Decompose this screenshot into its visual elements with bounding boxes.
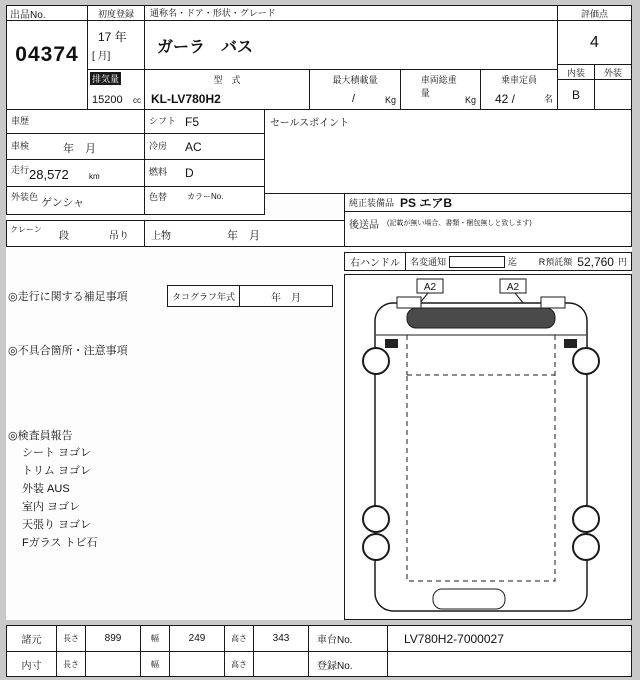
inspector-item: トリム ヨゴレ [22,465,92,477]
inspector-item: Fガラス トビ石 [22,537,98,549]
fuel-value: D [185,166,194,180]
specs-row-label: 諸元 [6,625,57,652]
displacement-value: 15200 [92,94,123,106]
inspector-item: シート ヨゴレ [22,447,92,459]
model-cell [144,69,310,110]
exterior-color-value: ゲンシャ [41,197,85,209]
genuine-equipment-cell [344,193,632,212]
exterior-grade-value [594,79,632,110]
sales-point-box [264,109,632,194]
displacement-label: 排気量 [92,74,120,84]
gross-weight-unit: Kg [464,95,476,105]
height-label: 高さ [224,625,254,652]
width-label: 幅 [140,625,170,652]
kosohin-label: 後送品 [349,220,379,231]
history-label: 車歴 [11,116,30,126]
inner-height-value [253,651,309,677]
exhibit-no-value: 04374 [6,20,88,110]
steering-position-label: 右ハンドル [345,253,406,270]
tachograph-label: タコグラフ年式 [168,286,240,306]
length-label: 長さ [56,625,86,652]
fuel-cell [144,159,265,187]
interior-grade-label: 内装 [557,64,595,80]
max-load-cell [309,69,401,110]
registration-no-value [387,651,632,677]
exterior-color-label: 外装色 [11,192,39,202]
genuine-equipment-label: 純正装備品 [349,198,395,208]
first-registration-month: [ 月] [92,51,111,62]
windshield [407,308,555,328]
front-right-wheel [573,348,599,374]
inspector-item: 天張り ヨゴレ [22,519,92,531]
uwamono-cell [144,220,345,247]
shift-cell [144,109,265,134]
color-no-label: カラーNo. [187,192,224,201]
shaken-cell [6,133,145,160]
damage-mark-a2-left: A2 [423,282,437,293]
capacity-value: 42 / [495,92,516,106]
inner-height-label: 高さ [224,651,254,677]
mileage-label: 走行 [11,165,30,175]
tachograph-cell [167,285,333,307]
length-value: 899 [85,625,141,652]
vehicle-diagram-box [344,274,632,620]
defect-notes-heading: ◎不具合箇所・注意事項 [8,345,128,357]
shift-label: シフト [149,116,177,126]
first-registration-label: 初度登録 [87,5,145,21]
roof-front-left-panel [397,297,421,308]
inspector-report-heading: ◎検査員報告 [8,430,73,442]
vehicle-name-header: 通称名・ドア・形状・グレード [144,5,558,21]
shaken-label: 車検 [11,141,30,151]
gross-weight-cell [400,69,481,110]
model-value: KL-LV780H2 [151,92,221,106]
max-load-value: / [352,93,356,105]
recycle-deposit-label: R預託額 [538,257,573,267]
inspector-item: 外装 AUS [22,483,70,495]
kosohin-cell [344,211,632,247]
inspector-item: 室内 ヨゴレ [22,501,81,513]
model-label: 型 式 [213,75,241,85]
name-change-notice-label: 名変通知 [410,257,447,267]
shaken-value: 年 月 [63,143,96,155]
uwamono-label: 上物 [151,231,171,242]
rear-right-wheel-1 [573,506,599,532]
ac-cell [144,133,265,160]
history-cell [6,109,145,134]
exterior-color-cell [6,186,145,215]
interior-grade-value: B [557,79,595,110]
first-registration-year: 17 年 [98,30,127,44]
capacity-unit: 名 [543,94,553,104]
gross-weight-label: 車両総重量 [420,75,457,98]
genuine-equipment-value: PS エアB [400,196,453,210]
shift-value: F5 [185,115,200,129]
mileage-value: 28,572 [29,167,69,182]
registration-no-label: 登録No. [308,651,388,677]
recycle-deposit-value: 52,760 [577,254,614,269]
score-label: 評価点 [557,5,632,21]
sales-point-label: セールスポイント [270,118,350,129]
first-registration-cell [87,20,145,70]
color-change-label: 色替 [149,192,168,202]
max-load-unit: Kg [384,95,396,105]
roof-front-right-panel [541,297,565,308]
rear-left-wheel-2 [363,534,389,560]
displacement-unit: cc [133,96,141,105]
inner-dims-row-label: 内寸 [6,651,57,677]
recycle-deposit-unit: 円 [617,257,627,267]
front-right-marker [564,339,577,348]
max-load-label: 最大積載量 [332,75,378,85]
chassis-no-label: 車台No. [308,625,388,652]
handle-deposit-row [344,252,632,271]
vehicle-name: ガーラ バス [144,20,558,70]
exhibit-no-label: 出品No. [6,5,88,21]
bus-top-view-diagram [345,275,631,619]
damage-mark-a2-right: A2 [506,282,520,293]
inner-length-label: 長さ [56,651,86,677]
displacement-cell [87,69,145,110]
rear-engine-hatch [433,589,505,609]
made-suffix-label: 迄 [508,257,518,267]
crane-dan-label: 段 [59,231,69,242]
crane-cell [6,220,145,247]
ac-value: AC [185,140,202,154]
capacity-cell [480,69,558,110]
height-value: 343 [253,625,309,652]
ac-label: 冷房 [149,141,168,151]
driving-supplement-heading: ◎走行に関する補足事項 [8,291,128,303]
fuel-label: 燃料 [149,167,168,177]
front-left-marker [385,339,398,348]
uwamono-value: 年 月 [227,230,260,242]
rear-right-wheel-2 [573,534,599,560]
inner-length-value [85,651,141,677]
tachograph-value: 年 月 [271,292,301,304]
inner-width-value [169,651,225,677]
score-value: 4 [557,20,632,65]
kosohin-note: (記載が無い場合、書類・梱包無しと致します) [387,220,532,227]
capacity-label: 乗車定員 [500,75,538,85]
front-left-wheel [363,348,389,374]
name-change-notice-box [449,256,505,268]
crane-label: クレーン [10,225,42,234]
mileage-unit: km [89,172,100,181]
inner-width-label: 幅 [140,651,170,677]
rear-left-wheel-1 [363,506,389,532]
inspector-report-list [22,444,97,552]
mileage-cell [6,159,145,187]
chassis-no-value: LV780H2-7000027 [387,625,632,652]
color-change-cell [144,186,265,215]
width-value: 249 [169,625,225,652]
exterior-grade-label: 外装 [594,64,632,80]
crane-tsuri-label: 吊り [109,231,129,242]
